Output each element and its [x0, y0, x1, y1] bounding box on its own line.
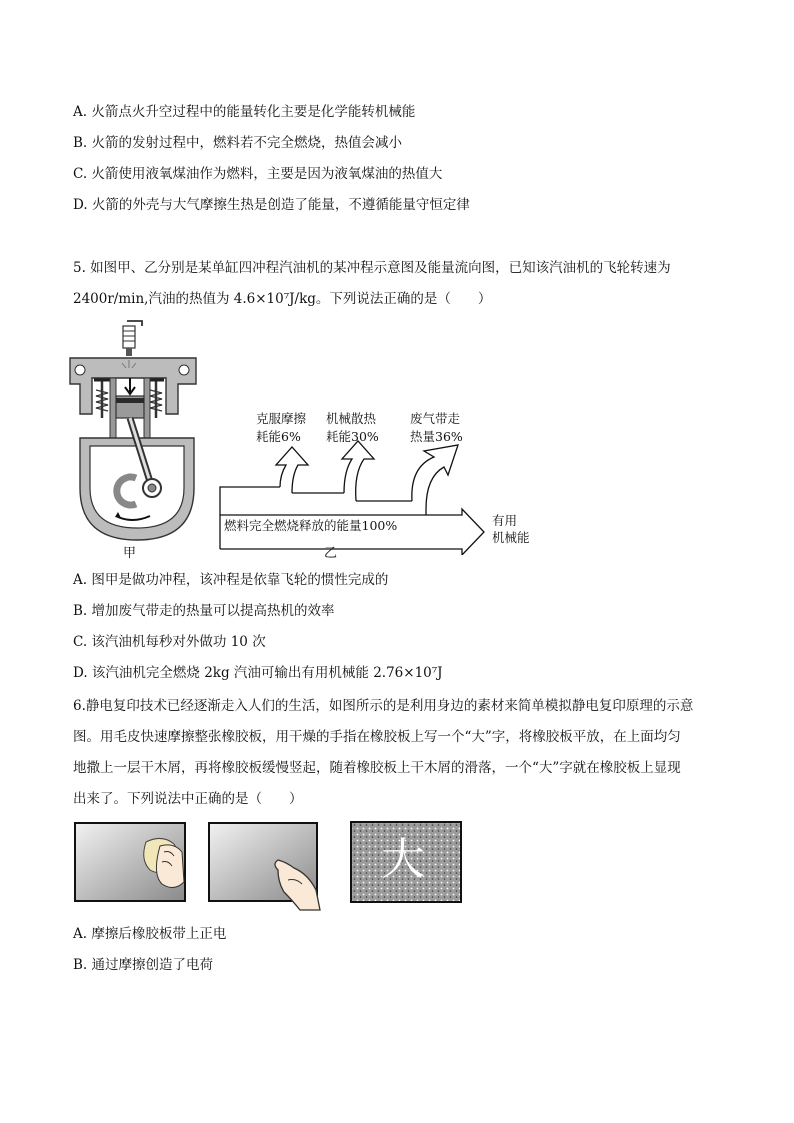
energy-flow-diagram: [214, 405, 544, 555]
engine-cylinder-figure: [66, 318, 208, 550]
q5-option-a: A. 图甲是做功冲程，该冲程是依靠飞轮的惯性完成的: [73, 572, 389, 588]
caption-yi: 乙: [324, 546, 338, 561]
q4-option-b: B. 火箭的发射过程中，燃料若不完全燃烧，热值会减小: [73, 135, 403, 151]
total-energy-label: 燃料完全燃烧释放的能量100%: [224, 518, 398, 533]
rubbing-fur-picture: [74, 822, 186, 902]
loss-exhaust-line1: 废气带走: [410, 411, 461, 426]
q6-stem-line3: 地撒上一层干木屑，再将橡胶板缓慢竖起，随着橡胶板上干木屑的滑落，一个“大”字就在橡胶板上显现: [73, 760, 681, 776]
q4-option-d: D. 火箭的外壳与大气摩擦生热是创造了能量，不遵循能量守恒定律: [73, 197, 470, 213]
loss-heat-line2: 耗能30%: [326, 429, 379, 444]
loss-heat-line1: 机械散热: [326, 411, 377, 426]
q4-option-c: C. 火箭使用液氧煤油作为燃料，主要是因为液氧煤油的热值大: [73, 166, 443, 182]
loss-exhaust-line2: 热量36%: [410, 429, 463, 444]
useful-work-line1: 有用: [492, 513, 518, 528]
q5-option-d: D. 该汽油机完全燃烧 2kg 汽油可输出有用机械能 2.76×10⁷J: [73, 665, 443, 681]
q6-stem-line1: 6.静电复印技术已经逐渐走入人们的生活，如图所示的是利用身边的素材来简单模拟静电复印原理的示意: [73, 698, 694, 714]
q6-option-b: B. 通过摩擦创造了电荷: [73, 957, 214, 973]
useful-work-line2: 机械能: [492, 530, 530, 545]
q5-option-c: C. 该汽油机每秒对外做功 10 次: [73, 634, 266, 650]
q4-option-a: A. 火箭点火升空过程中的能量转化主要是化学能转机械能: [73, 104, 416, 120]
loss-friction-line2: 耗能6%: [256, 429, 301, 444]
q5-stem-line1: 5. 如图甲、乙分别是某单缸四冲程汽油机的某冲程示意图及能量流向图，已知该汽油机的飞轮转速为: [73, 260, 671, 276]
big-character: 大: [381, 834, 425, 885]
q5-stem-line2: 2400r/min,汽油的热值为 4.6×10⁷J/kg。下列说法正确的是（ ）: [73, 291, 492, 307]
q6-option-a: A. 摩擦后橡胶板带上正电: [73, 926, 227, 942]
q6-stem-line4: 出来了。下列说法中正确的是（ ）: [73, 791, 303, 807]
caption-jia: 甲: [123, 546, 137, 561]
loss-friction-line1: 克服摩擦: [256, 411, 307, 426]
q5-option-b: B. 增加废气带走的热量可以提高热机的效率: [73, 603, 335, 619]
finger-writing-picture: [208, 822, 322, 912]
q6-stem-line2: 图。用毛皮快速摩擦整张橡胶板，用干燥的手指在橡胶板上写一个“大”字，将橡胶板平放，在上面均匀: [73, 729, 681, 745]
